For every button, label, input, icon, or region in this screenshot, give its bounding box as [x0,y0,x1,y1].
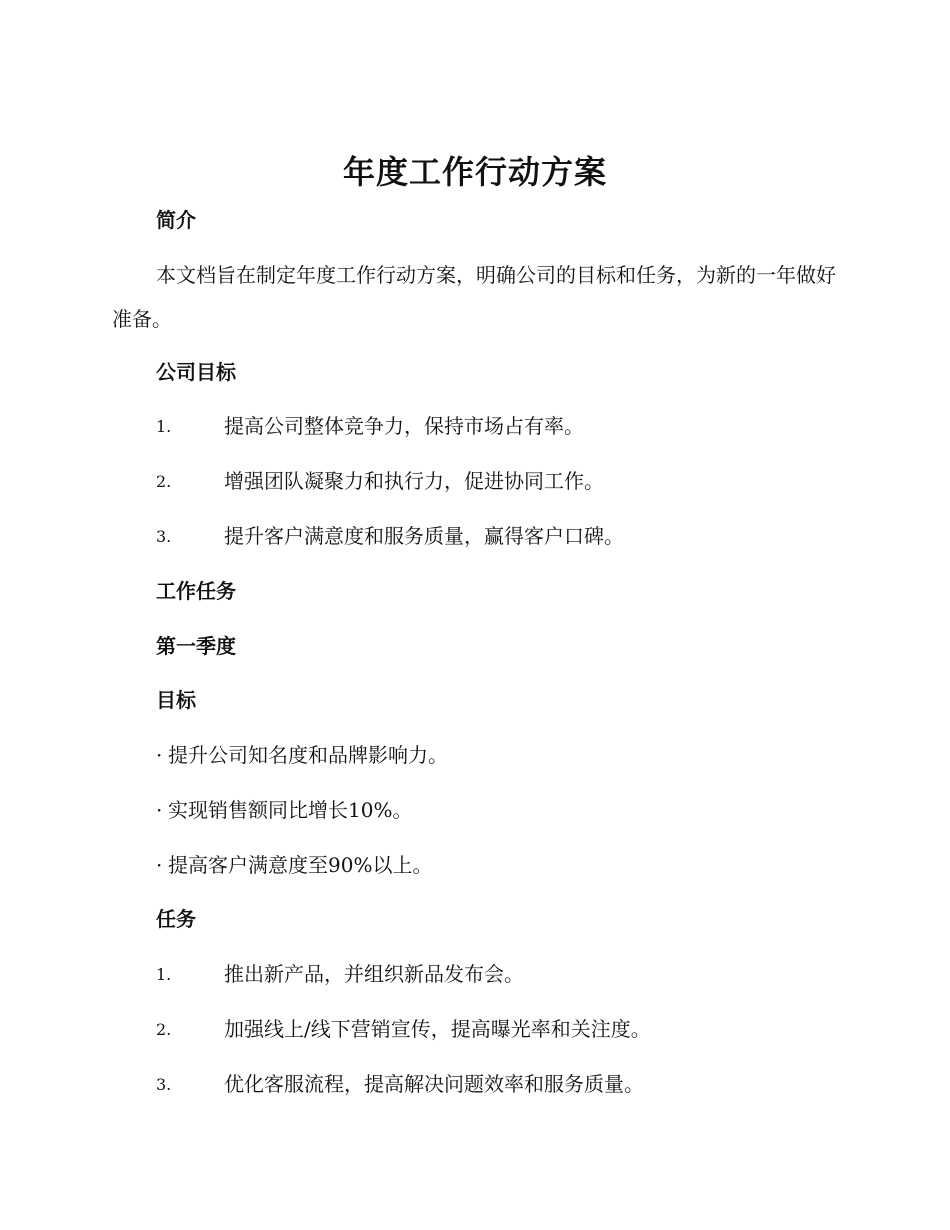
bullet-icon: · [156,743,163,767]
target-text-2: 实现销售额同比增长10%。 [168,798,413,822]
task-text-3: 优化客服流程，提高解决问题效率和服务质量。 [224,1072,644,1096]
goal-number-3: 3. [156,527,172,546]
goal-number-2: 2. [156,472,172,491]
goals-heading: 公司目标 [156,360,236,384]
goal-number-1: 1. [156,417,172,436]
bullet-icon: · [156,798,163,822]
work-heading: 工作任务 [156,579,236,603]
bullet-icon: · [156,853,163,877]
intro-heading: 简介 [156,208,196,232]
page-title: 年度工作行动方案 [342,153,607,191]
targets-heading: 目标 [156,688,196,712]
task-text-1: 推出新产品，并组织新品发布会。 [224,962,524,986]
target-item-2 [156,796,412,824]
task-text-2: 加强线上/线下营销宣传，提高曝光率和关注度。 [224,1017,651,1041]
tasks-heading: 任务 [156,907,196,931]
target-text-3: 提高客户满意度至90%以上。 [168,853,433,877]
task-number-3: 3. [156,1075,172,1094]
goal-text-2: 增强团队凝聚力和执行力，促进协同工作。 [224,469,604,493]
target-item-3 [156,851,432,879]
target-text-1: 提升公司知名度和品牌影响力。 [168,743,448,767]
quarter-heading: 第一季度 [156,634,236,658]
intro-paragraph: 本文档旨在制定年度工作行动方案，明确公司的目标和任务，为新的一年做好准备。 [112,263,836,331]
goal-text-1: 提高公司整体竞争力，保持市场占有率。 [224,414,584,438]
goal-text-3: 提升客户满意度和服务质量，赢得客户口碑。 [224,524,624,548]
task-number-1: 1. [156,965,172,984]
task-number-2: 2. [156,1020,172,1039]
target-item-1 [156,741,448,769]
